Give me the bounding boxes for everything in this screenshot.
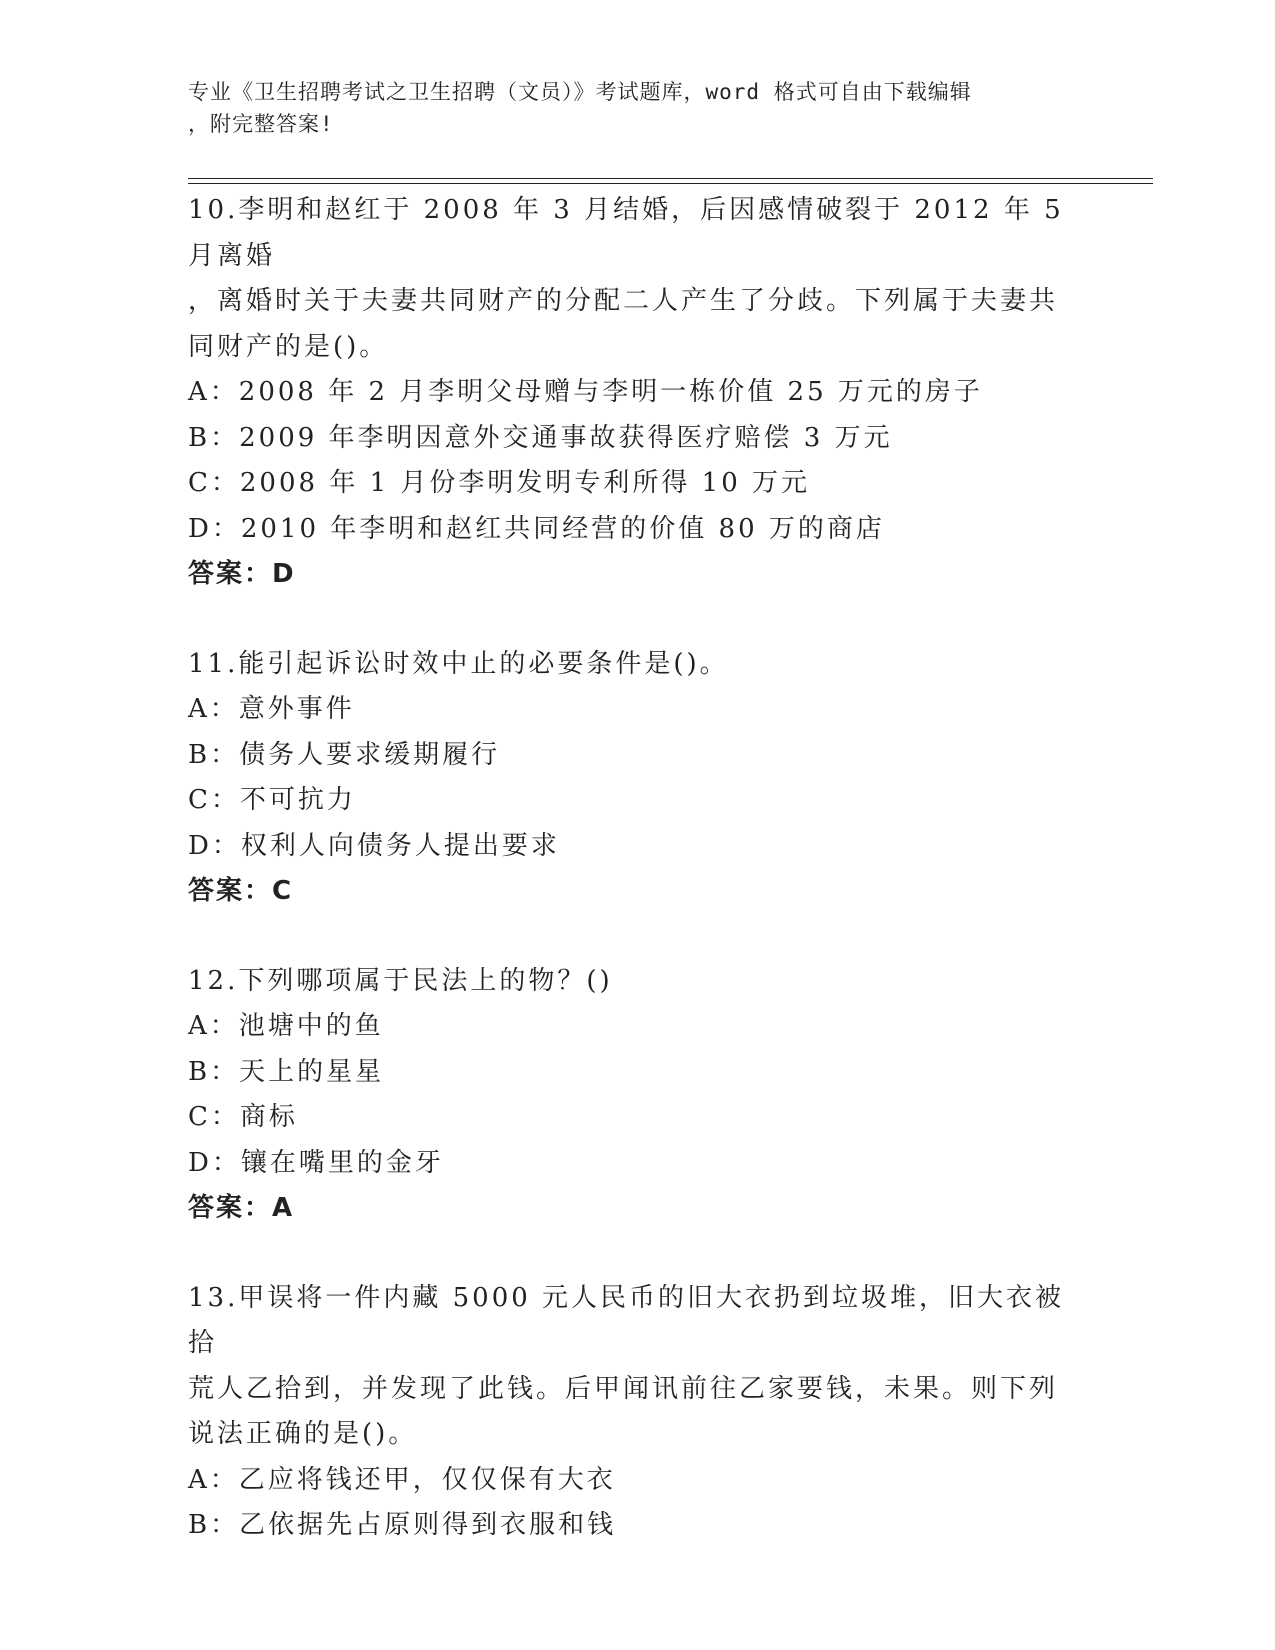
question-13 bbox=[188, 1276, 1088, 1549]
option-d: D：2010 年李明和赵红共同经营的价值 80 万的商店 bbox=[188, 513, 885, 544]
question-text-line: 10.李明和赵红于 2008 年 3 月结婚，后因感情破裂于 2012 年 5 月离婚 bbox=[188, 195, 1064, 271]
option-b: B：债务人要求缓期履行 bbox=[188, 739, 501, 770]
question-text-line: 同财产的是()。 bbox=[188, 331, 389, 362]
option-c: C：2008 年 1 月份李明发明专利所得 10 万元 bbox=[188, 468, 811, 498]
question-list bbox=[188, 188, 1088, 1593]
option-c: C：不可抗力 bbox=[188, 785, 356, 815]
option-a: A：乙应将钱还甲，仅仅保有大衣 bbox=[188, 1464, 616, 1495]
option-b: B：天上的星星 bbox=[188, 1056, 385, 1087]
question-text-line: 荒人乙拾到，并发现了此钱。后甲闻讯前往乙家要钱，未果。则下列 bbox=[188, 1373, 1059, 1404]
header-line-2: ，附完整答案! bbox=[188, 112, 334, 136]
question-11 bbox=[188, 642, 1088, 915]
answer-line: 答案：C bbox=[188, 876, 294, 906]
header-line-1: 专业《卫生招聘考试之卫生招聘（文员）》考试题库，word 格式可自由下载编辑 bbox=[188, 80, 972, 104]
option-b: B：2009 年李明因意外交通事故获得医疗赔偿 3 万元 bbox=[188, 422, 893, 453]
option-c: C：商标 bbox=[188, 1102, 298, 1132]
header-divider-top bbox=[188, 178, 1153, 179]
option-d: D：镶在嘴里的金牙 bbox=[188, 1147, 444, 1178]
document-header bbox=[188, 76, 1088, 140]
option-a: A：意外事件 bbox=[188, 694, 355, 724]
question-10 bbox=[188, 188, 1088, 598]
answer-line: 答案：A bbox=[188, 1193, 295, 1223]
option-a: A：池塘中的鱼 bbox=[188, 1011, 384, 1041]
question-text-line: 11.能引起诉讼时效中止的必要条件是()。 bbox=[188, 648, 729, 679]
question-12 bbox=[188, 959, 1088, 1232]
option-a: A：2008 年 2 月李明父母赠与李明一栋价值 25 万元的房子 bbox=[188, 377, 983, 407]
question-text-line: 13.甲误将一件内藏 5000 元人民币的旧大衣扔到垃圾堆，旧大衣被拾 bbox=[188, 1282, 1065, 1358]
option-d: D：权利人向债务人提出要求 bbox=[188, 830, 560, 861]
question-text-line: ，离婚时关于夫妻共同财产的分配二人产生了分歧。下列属于夫妻共 bbox=[188, 286, 1059, 316]
question-text-line: 说法正确的是()。 bbox=[188, 1419, 418, 1449]
header-divider-bottom bbox=[188, 183, 1153, 184]
answer-line: 答案：D bbox=[188, 559, 296, 589]
question-text-line: 12.下列哪项属于民法上的物？() bbox=[188, 965, 613, 996]
option-b: B：乙依据先占原则得到衣服和钱 bbox=[188, 1510, 617, 1540]
